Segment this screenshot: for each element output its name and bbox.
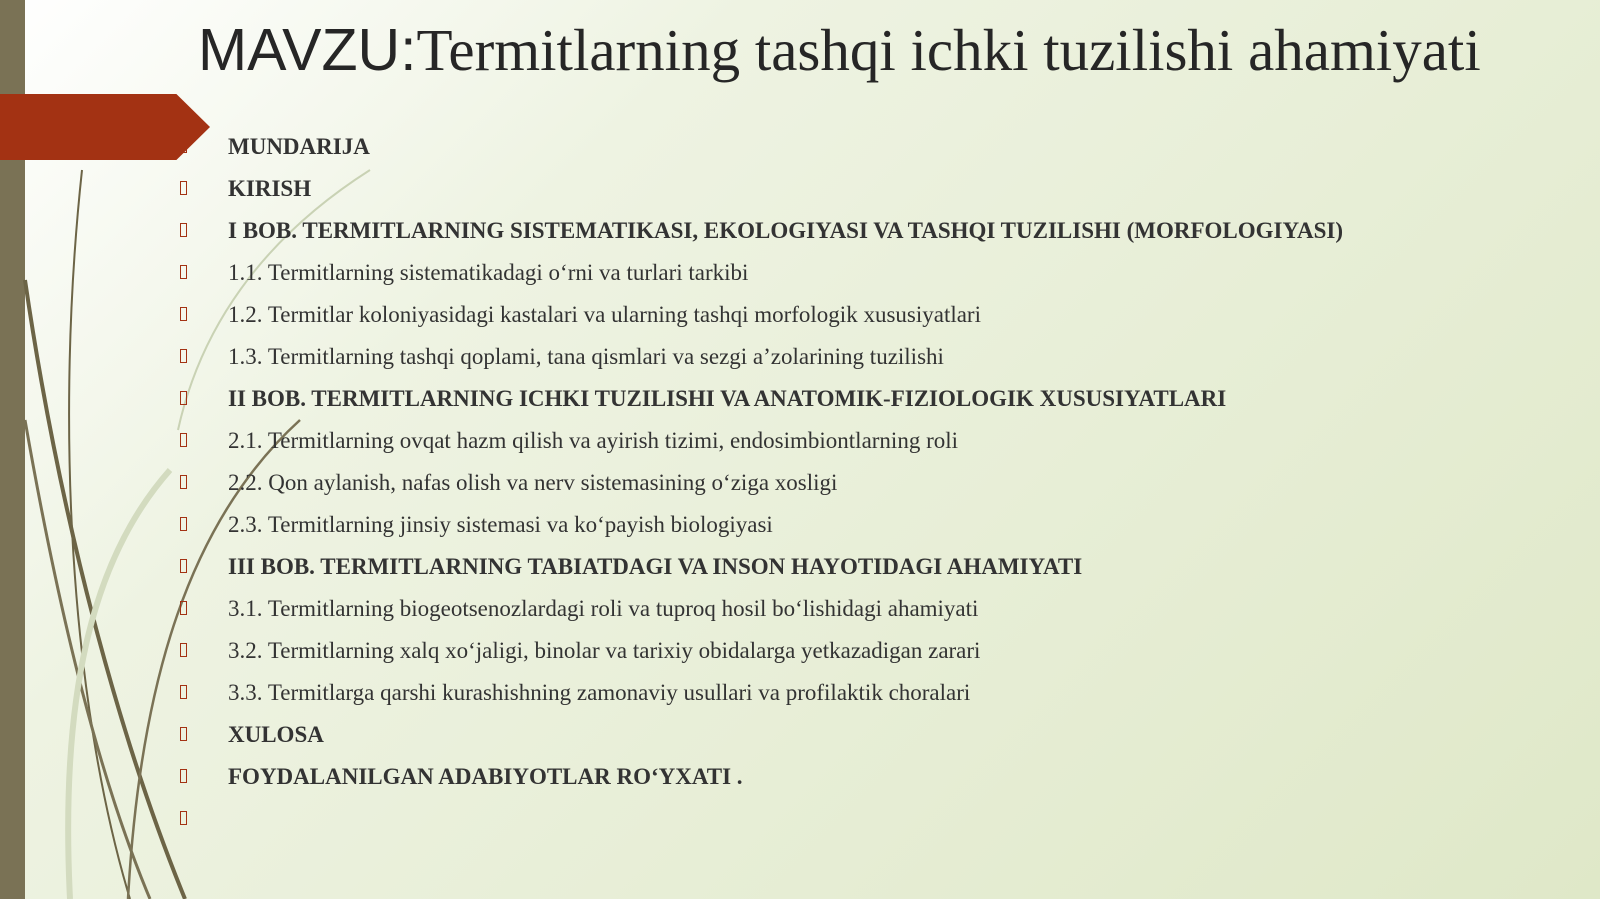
toc-item xyxy=(180,504,1580,546)
square-bullet-icon xyxy=(180,181,187,195)
toc-item-text: 1.3. Termitlarning tashqi qoplami, tana qismlari va sezgi a’zolarining tuzilishi xyxy=(228,344,944,369)
square-bullet-icon xyxy=(180,391,187,405)
toc-item-text: 1.2. Termitlar koloniyasidagi kastalari va ularning tashqi morfologik xususiyatlari xyxy=(228,302,981,327)
toc-item xyxy=(180,546,1580,588)
toc-item-text: FOYDALANILGAN ADABIYOTLAR RO‘YXATI . xyxy=(228,764,743,789)
toc-item xyxy=(180,378,1580,420)
toc-item-text: MUNDARIJA xyxy=(228,134,370,159)
square-bullet-icon xyxy=(180,559,187,573)
square-bullet-icon xyxy=(180,769,187,783)
toc-item-text: 2.1. Termitlarning ovqat hazm qilish va ayirish tizimi, endosimbiontlarning roli xyxy=(228,428,959,453)
toc-item-text: XULOSA xyxy=(228,722,324,747)
square-bullet-icon xyxy=(180,265,187,279)
toc-item xyxy=(180,714,1580,756)
toc-item xyxy=(180,210,1580,252)
toc-item-text: 1.1. Termitlarning sistematikadagi o‘rni va turlari tarkibi xyxy=(228,260,749,285)
square-bullet-icon xyxy=(180,685,187,699)
toc-item xyxy=(180,798,1580,840)
toc-item-text: III BOB. TERMITLARNING TABIATDAGI VA INSON HAYOTIDAGI AHAMIYATI xyxy=(228,554,1083,579)
toc-item-text: II BOB. TERMITLARNING ICHKI TUZILISHI VA ANATOMIK-FIZIOLOGIK XUSUSIYATLARI xyxy=(228,386,1227,411)
toc-item xyxy=(180,294,1580,336)
toc-item xyxy=(180,672,1580,714)
square-bullet-icon xyxy=(180,433,187,447)
title-prefix: MAVZU: xyxy=(198,17,417,83)
toc-item-text: KIRISH xyxy=(228,176,312,201)
toc-item xyxy=(180,168,1580,210)
table-of-contents xyxy=(180,126,1580,840)
toc-item-text: 3.2. Termitlarning xalq xo‘jaligi, binolar va tarixiy obidalarga yetkazadigan zarari xyxy=(228,638,981,663)
toc-item xyxy=(180,126,1580,168)
slide-title xyxy=(198,10,1578,90)
square-bullet-icon xyxy=(180,139,187,153)
toc-item-text: I BOB. TERMITLARNING SISTEMATIKASI, EKOLOGIYASI VA TASHQI TUZILISHI (MORFOLOGIYASI) xyxy=(228,218,1343,243)
square-bullet-icon xyxy=(180,517,187,531)
square-bullet-icon xyxy=(180,811,187,825)
toc-item xyxy=(180,630,1580,672)
title-main: Termitlarning tashqi ichki tuzilishi ahamiyati xyxy=(416,17,1481,83)
toc-item-text: 3.1. Termitlarning biogeotsenozlardagi roli va tuproq hosil bo‘lishidagi ahamiyati xyxy=(228,596,979,621)
toc-item-text: 3.3. Termitlarga qarshi kurashishning zamonaviy usullari va profilaktik choralari xyxy=(228,680,971,705)
square-bullet-icon xyxy=(180,307,187,321)
square-bullet-icon xyxy=(180,727,187,741)
accent-arrow-shape xyxy=(0,94,210,160)
square-bullet-icon xyxy=(180,643,187,657)
toc-item xyxy=(180,588,1580,630)
toc-item xyxy=(180,336,1580,378)
toc-item xyxy=(180,420,1580,462)
toc-item xyxy=(180,462,1580,504)
square-bullet-icon xyxy=(180,475,187,489)
toc-item xyxy=(180,252,1580,294)
square-bullet-icon xyxy=(180,223,187,237)
square-bullet-icon xyxy=(180,349,187,363)
square-bullet-icon xyxy=(180,601,187,615)
toc-item-text: 2.3. Termitlarning jinsiy sistemasi va ko‘payish biologiyasi xyxy=(228,512,773,537)
toc-item xyxy=(180,756,1580,798)
toc-item-text: 2.2. Qon aylanish, nafas olish va nerv sistemasining o‘ziga xosligi xyxy=(228,470,838,495)
